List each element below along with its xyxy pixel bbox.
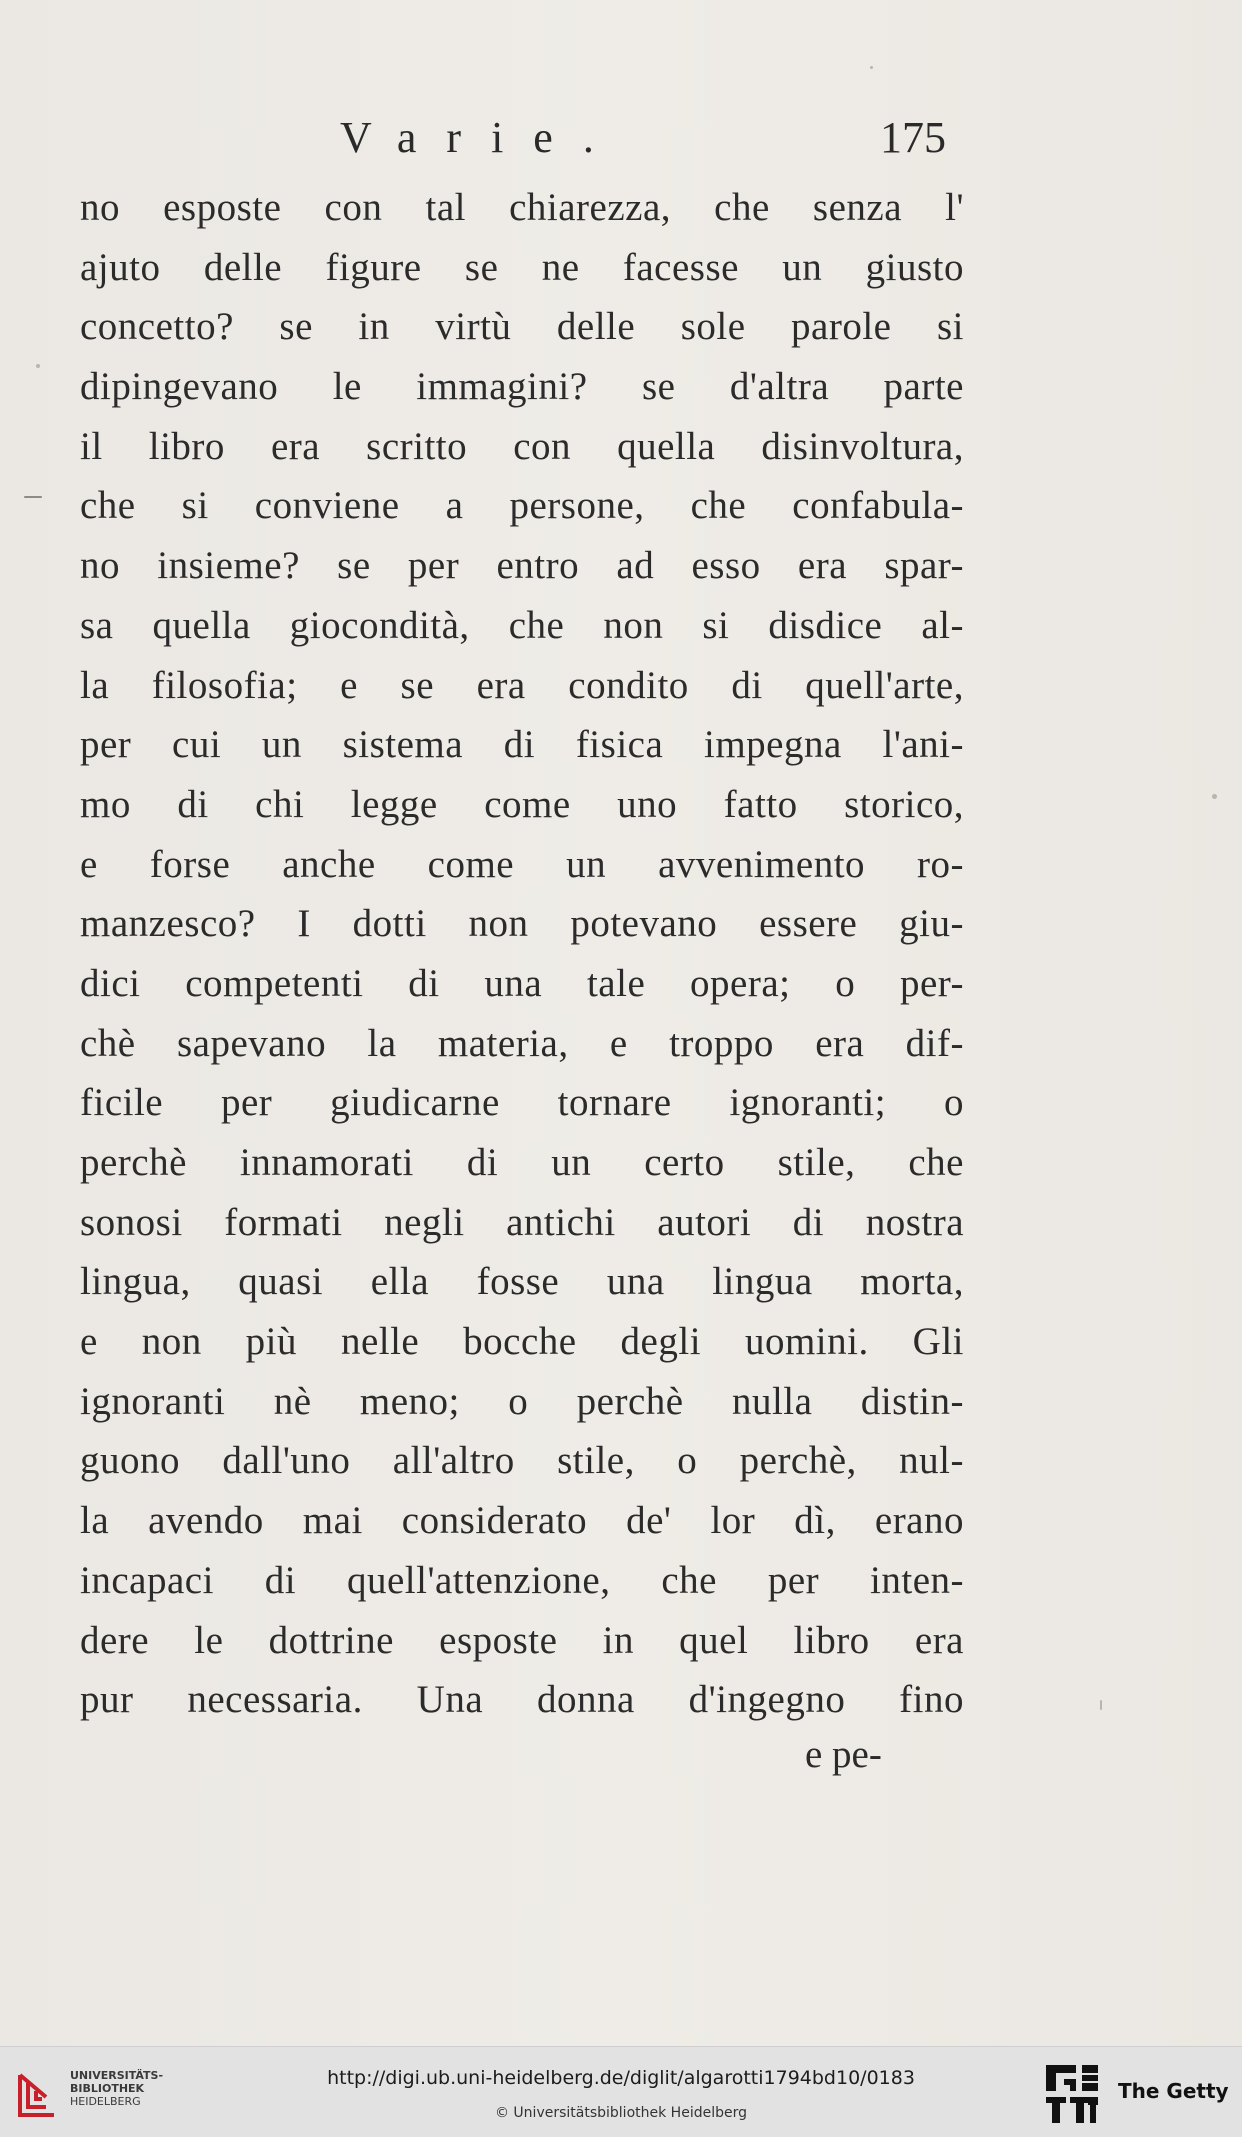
text-line: ficile per giudicarne tornare ignoranti; o — [80, 1081, 964, 1125]
text-line: chè sapevano la materia, e troppo era dif- — [80, 1021, 964, 1065]
text-line: sa quella giocondità, che non si disdice al- — [80, 603, 964, 647]
running-head — [0, 112, 1242, 172]
permalink-url[interactable]: http://digi.ub.uni-heidelberg.de/diglit/algarotti1794bd10/0183 — [327, 2067, 915, 2089]
text-line: la avendo mai considerato de' lor dì, erano — [80, 1499, 964, 1543]
partner-name: The Getty — [1118, 2079, 1229, 2103]
footer-bar — [0, 2046, 1242, 2137]
text-line: ignoranti nè meno; o perchè nulla distin- — [80, 1379, 964, 1423]
running-title: Varie. — [340, 113, 624, 162]
text-line: dici competenti di una tale opera; o per- — [80, 961, 964, 1005]
catchword: e pe- — [805, 1733, 882, 1776]
text-line: dipingevano le immagini? se d'altra parte — [80, 365, 964, 409]
text-line: ajuto delle figure se ne facesse un giusto — [80, 245, 964, 289]
institution-line: UNIVERSITÄTS- — [70, 2069, 164, 2082]
text-line: no insieme? se per entro ad esso era spar- — [80, 544, 964, 588]
text-line: il libro era scritto con quella disinvoltura, — [80, 424, 964, 468]
page-number: 175 — [880, 113, 946, 162]
text-line: manzesco? I dotti non potevano essere giu- — [80, 902, 964, 946]
copyright-notice: © Universitätsbibliothek Heidelberg — [494, 2105, 747, 2121]
body-text — [80, 178, 964, 1730]
text-line: lingua, quasi ella fosse una lingua morta, — [80, 1260, 964, 1304]
text-line: per cui un sistema di fisica impegna l'ani- — [80, 723, 964, 767]
text-line: che si conviene a persone, che confabula- — [80, 484, 964, 528]
text-line: sonosi formati negli antichi autori di nostra — [80, 1200, 964, 1244]
getty-logo-icon — [1044, 2063, 1100, 2125]
text-line: perchè innamorati di un certo stile, che — [80, 1141, 964, 1184]
text-line: e non più nelle bocche degli uomini. Gli — [80, 1320, 964, 1364]
text-line: incapaci di quell'attenzione, che per inten- — [80, 1558, 964, 1602]
text-line: mo di chi legge come uno fatto storico, — [80, 782, 964, 826]
text-line: dere le dottrine esposte in quel libro era — [80, 1618, 964, 1662]
institution-line: HEIDELBERG — [70, 2095, 141, 2108]
text-line: concetto? se in virtù delle sole parole si — [80, 305, 964, 349]
text-line: e forse anche come un avvenimento ro- — [80, 842, 964, 886]
text-line: pur necessaria. Una donna d'ingegno fino — [80, 1678, 964, 1722]
text-line: guono dall'uno all'altro stile, o perchè, nul- — [80, 1439, 964, 1483]
text-line: la filosofia; e se era condito di quell'arte, — [80, 663, 964, 707]
text-line: no esposte con tal chiarezza, che senza l' — [80, 186, 964, 229]
institution-line: BIBLIOTHEK — [70, 2082, 145, 2095]
